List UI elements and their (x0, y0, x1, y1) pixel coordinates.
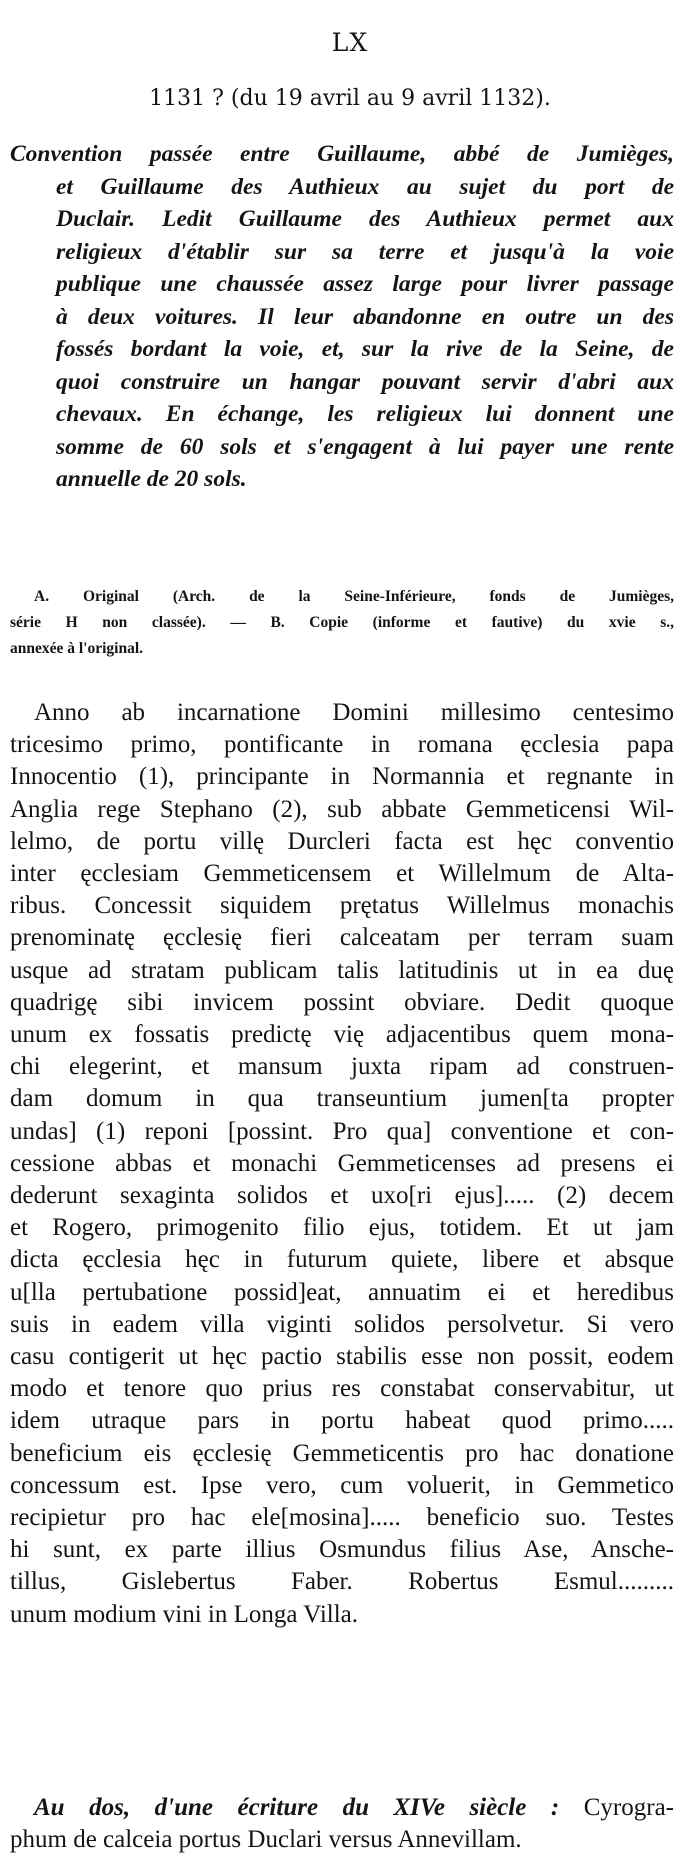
text-line: unum modium vini in Longa Villa. (10, 1600, 359, 1628)
text-line: Innocentio (1), principante in Normannia et regnante in (10, 763, 674, 791)
summary-line: religieux d'établir sur sa terre et jusqu'à la voie (56, 238, 674, 265)
text-line: dederunt sexaginta solidos et uxo[ri ejus]..... (2) decem (10, 1182, 674, 1210)
text-line: tricesimo primo, pontificante in romana ęcclesia papa (10, 731, 674, 759)
summary-line: Duclair. Ledit Guillaume des Authieux permet aux (56, 206, 674, 232)
text-line: tillus, Gislebertus Faber. Robertus Esmul......... (10, 1568, 674, 1596)
dorsal-note (10, 1792, 674, 1856)
source-line: A. Original (Arch. de la Seine-Inférieure, fonds de Jumièges, (34, 588, 674, 605)
summary-line: Convention passée entre Guillaume, abbé de Jumièges, (10, 141, 674, 167)
charter-number: LX (331, 28, 369, 57)
dorsal-note-line (10, 1792, 674, 1824)
text-line: u[lla pertubatione possid]eat, annuatim ei et heredibus (10, 1278, 674, 1306)
text-line: concessum est. Ipse vero, cum voluerit, in Gemmetico (10, 1471, 674, 1499)
summary-line: fossés bordant la voie, et, sur la rive de la Seine, de (56, 336, 674, 362)
text-line: chi elegerint, et mansum juxta ripam ad construen- (10, 1053, 674, 1081)
text-line: casu contigerit ut hęc pactio stabilis esse non possit, eodem (10, 1343, 674, 1371)
source-line: série H non classée). — B. Copie (informe et fautive) du xvie s., (10, 614, 674, 631)
text-line: Anglia rege Stephano (2), sub abbate Gemmeticensi Wil- (10, 795, 674, 823)
text-line: suis in eadem villa viginti solidos persolvetur. Si vero (10, 1310, 674, 1338)
summary-line: annuelle de 20 sols. (56, 466, 247, 492)
text-line: beneficium eis ęcclesię Gemmeticentis pro hac donatione (10, 1439, 674, 1467)
charter-text (10, 697, 674, 1631)
charter-date: 1131 ? (du 19 avril au 9 avril 1132). (149, 86, 551, 111)
dorsal-note-label: Au dos, d'une écriture du XIVe siècle : (34, 1794, 560, 1821)
summary-line: chevaux. En échange, les religieux lui donnent une (56, 401, 674, 427)
text-line: dicta ęcclesia hęc in futurum quiete, libere et absque (10, 1246, 674, 1274)
summary-line: à deux voitures. Il leur abandonne en outre un des (56, 303, 674, 330)
charter-summary (10, 138, 674, 496)
text-line: quadrigę sibi invicem possint obviare. Dedit quoque (10, 988, 674, 1016)
summary-line: et Guillaume des Authieux au sujet du port de (56, 173, 674, 200)
summary-line: publique une chaussée assez large pour livrer passage (56, 271, 674, 297)
source-line: annexée à l'original. (10, 640, 144, 657)
text-line: ribus. Concessit siquidem prętatus Willelmus monachis (10, 892, 674, 920)
summary-line: somme de 60 sols et s'engagent à lui payer une rente (56, 433, 674, 460)
text-line: inter ęcclesiam Gemmeticensem et Willelmum de Alta- (10, 860, 674, 888)
text-line: Anno ab incarnatione Domini millesimo centesimo (34, 699, 674, 726)
text-line: idem utraque pars in portu habeat quod primo..... (10, 1407, 674, 1435)
summary-line: quoi construire un hangar pouvant servir d'abri aux (56, 368, 674, 395)
text-line: unum ex fossatis predictę vię adjacentibus quem mona- (10, 1021, 674, 1049)
dorsal-note-line: phum de calceia portus Duclari versus Annevillam. (10, 1826, 522, 1854)
source-notes (10, 584, 674, 662)
text-line: cessione abbas et monachi Gemmeticenses ad presens ei (10, 1149, 674, 1177)
text-line: hi sunt, ex parte illius Osmundus filius Ase, Ansche- (10, 1536, 674, 1564)
text-line: prenominatę ęcclesię fieri calceatam per terram suam (10, 924, 674, 952)
text-line: modo et tenore quo prius res constabat conservabitur, ut (10, 1375, 674, 1403)
text-line: usque ad stratam publicam talis latitudinis ut in ea duę (10, 956, 674, 984)
text-line: lelmo, de portu villę Durcleri facta est hęc conventio (10, 827, 674, 855)
text-line: dam domum in qua transeuntium jumen[ta propter (10, 1085, 674, 1113)
text-line: et Rogero, primogenito filio ejus, totidem. Et ut jam (10, 1214, 674, 1242)
text-line: undas] (1) reponi [possint. Pro qua] conventione et con- (10, 1117, 674, 1145)
dorsal-note-text-start: Cyrogra- (583, 1794, 674, 1821)
text-line: recipietur pro hac ele[mosina]..... beneficio suo. Testes (10, 1504, 674, 1532)
